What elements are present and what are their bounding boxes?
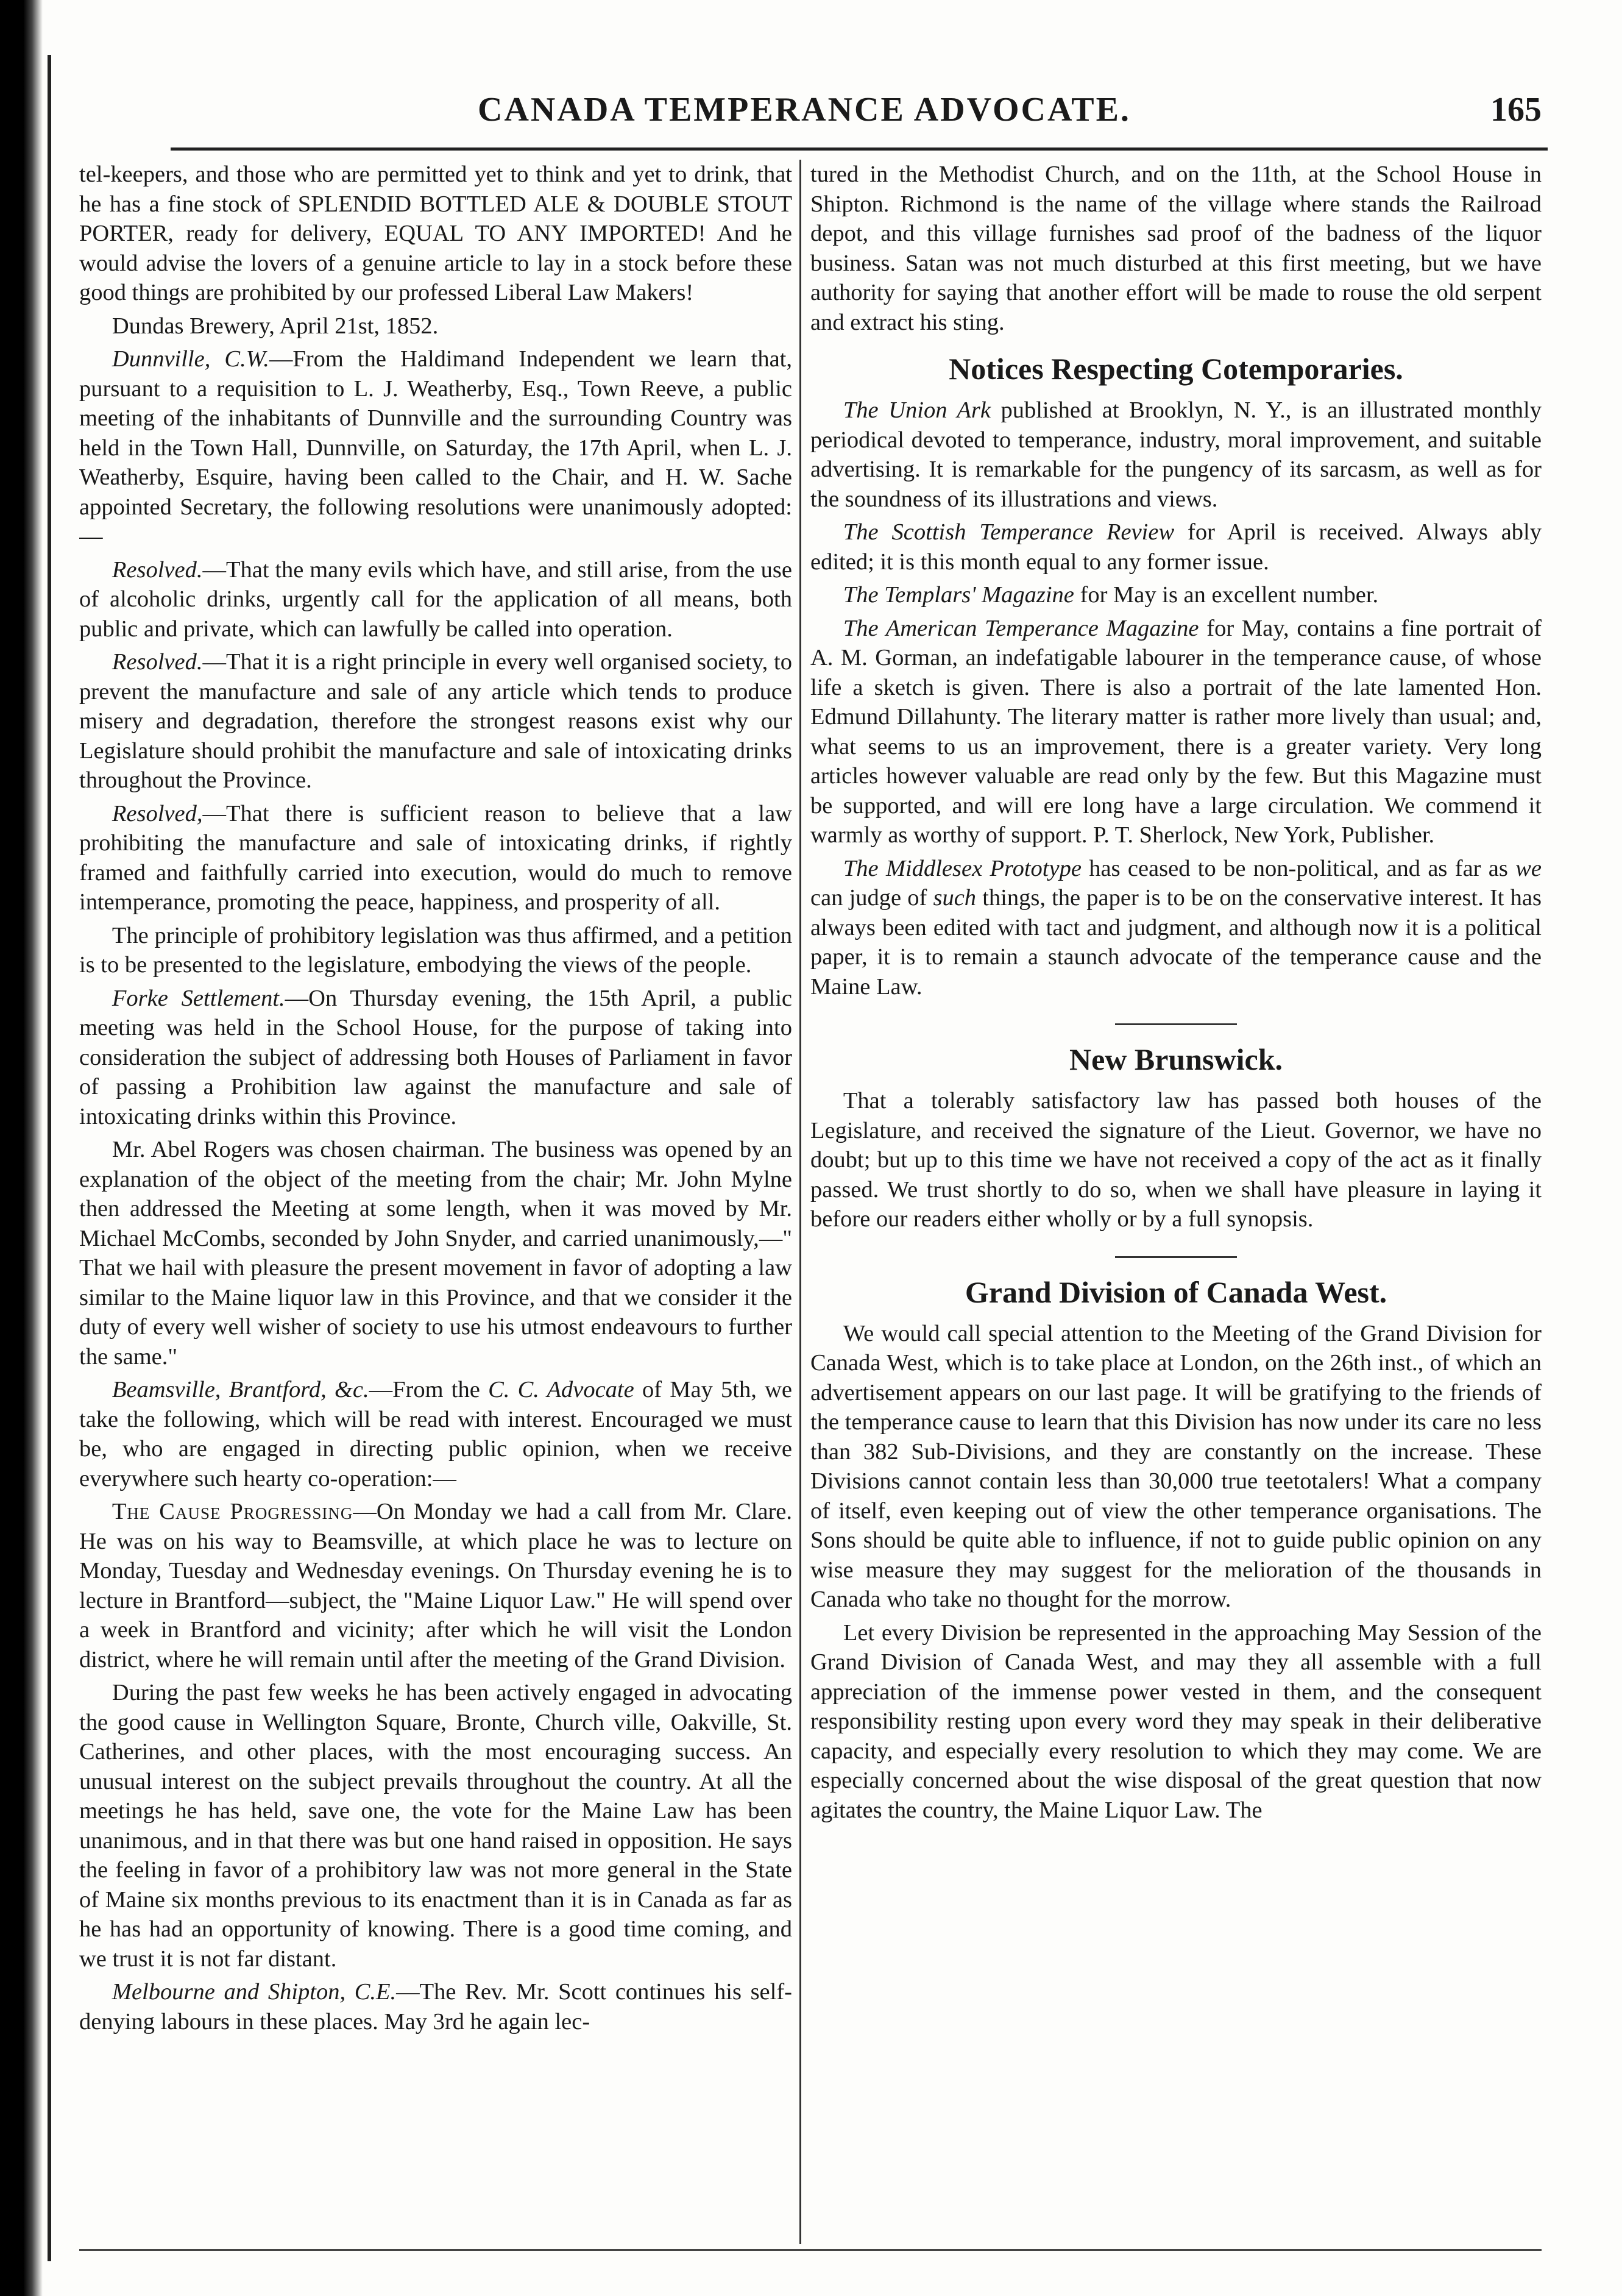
dunnville-article: Dunnville, C.W.—From the Haldimand Independent we learn that, pursuant to a requisition to L. J. Weatherby, Esq., Town Reeve, a public meeting of the inhabitants of Dunnville and the surrounding Country was held in the Town Hall, Dunnville, on Saturday, the 17th April, when L. J. Weatherby, Esquire, having been called to the Chair, and H. W. Sache appointed Secretary, the following resolutions were unanimously adopted:— bbox=[79, 346, 792, 549]
middlesex-notice: The Middlesex Prototype has ceased to be non-political, and as far as we can judge of such things, the paper is to be on the conservative interest. It has always been edited with tact and judgment, and although now it is a political paper, it is to remain a staunch advocate of the temperance cause and the Maine Law. bbox=[810, 855, 1542, 1000]
union-ark-notice: The Union Ark published at Brooklyn, N. Y., is an illustrated monthly periodical devoted to temperance, industry, moral improvement, and suitable advertising. It is remarkable for the pungency of its sarcasm, as well as for the soundness of its illustrations and views. bbox=[810, 397, 1542, 512]
new-brunswick-paragraph: That a tolerably satisfactory law has passed both houses of the Legislature, and received the signature of the Lieut. Governor, we have no doubt; but up to this time we have not received a copy of the act as it finally passed. We trust shortly to do so, when we shall have pleasure in laying it before our readers either wholly or by a full synopsis. bbox=[810, 1088, 1542, 1232]
running-head: CANADA TEMPERANCE ADVOCATE. bbox=[478, 91, 1131, 129]
american-magazine-notice: The American Temperance Magazine for May, contains a fine portrait of A. M. Gorman, an indefatigable labourer in the temperance cause, of whose life a sketch is given. There is also a portrait of the late lamented Hon. Edmund Dillahunty. The literary matter is rather more lively than usual; and, what seems to us an improvement, there is a greater variety. Very long articles however valuable are read only by the few. But this Magazine must be supported, and will ere long have a large circulation. We commend it warmly as worthy of support. P. T. Sherlock, New York, Publisher. bbox=[810, 615, 1542, 848]
left-column bbox=[79, 160, 792, 2244]
melbourne-continuation: tured in the Methodist Church, and on the 11th, at the School House in Shipton. Richmond is the name of the village where stands the Railroad depot, and this village furnishes sad proof of the badness of the liquor business. Satan was not much disturbed at this first meeting, but we have authority for saying that another effort will be made to rouse the old serpent and extract his sting. bbox=[810, 162, 1542, 335]
header-rule bbox=[171, 147, 1548, 151]
grand-division-paragraph-2: Let every Division be represented in the approaching May Session of the Grand Division of Canada West, and may they all assemble with a full appreciation of the immense power vested in them, and the consequent responsibility resting upon every word they may speak in their deliberative capacity, and especially every resolution to which they may come. We are especially concerned about the wise disposal of the great question that now agitates the country, the Maine Liquor Law. The bbox=[810, 1619, 1542, 1823]
scottish-review-notice: The Scottish Temperance Review for April is received. Always ably edited; it is this month equal to any former issue. bbox=[810, 519, 1542, 575]
forke-article: Forke Settlement.—On Thursday evening, the 15th April, a public meeting was held in the School House, for the purpose of taking into consideration the subject of addressing both Houses of Parliament in favor of passing a Prohibition law against the manufacture and sale of intoxicating drinks within this Province. bbox=[79, 985, 792, 1129]
column-divider bbox=[799, 160, 801, 2244]
new-brunswick-heading: New Brunswick. bbox=[1069, 1042, 1283, 1076]
rogers-paragraph: Mr. Abel Rogers was chosen chairman. The business was opened by an explanation of the object of the meeting from the chair; Mr. John Mylne then addressed the Meeting at some length, when it was moved by Mr. Michael McCombs, seconded by John Snyder, and carried unanimously,—" That we hail with pleasure the present movement in favor of adopting a law similar to the Maine liquor law in this Province, and that we consider it the duty of every well wisher of society to use his utmost endeavours to further the same." bbox=[79, 1137, 792, 1370]
grand-division-paragraph-1: We would call special attention to the Meeting of the Grand Division for Canada West, which is to take place at London, on the 26th inst., of which an advertisement appears on our last page. It will be gratifying to the friends of the temperance cause to learn that this Division has now under its care no less than 382 Sub-Divisions, and they are constantly on the increase. These Divisions cannot contain less than 30,000 true teetotalers! What a company of itself, even keeping out of view the other temperance organisations. The Sons should be quite able to influence, if not to guide public opinion on any wise measure they may suggest for the melioration of the thousands in Canada who take no thought for the morrow. bbox=[810, 1320, 1542, 1612]
notices-heading: Notices Respecting Cotemporaries. bbox=[949, 352, 1403, 386]
during-paragraph: During the past few weeks he has been actively engaged in advocating the good cause in Wellington Square, Bronte, Church ville, Oakville, St. Catherines, and other places, with the most encouraging success. An unusual interest on the subject prevails throughout the country. At all the meetings he has held, save one, the vote for the Maine Law has been unanimous, and in that there was but one hand raised in opposition. He says the feeling in favor of a prohibitory law was not more general in the State of Maine six months previous to its enactment than it is in Canada as far as he has had an opportunity of knowing. There is a good time coming, and we trust it is not far distant. bbox=[79, 1680, 792, 1972]
templars-notice: The Templars' Magazine for May is an excellent number. bbox=[843, 582, 1379, 608]
page-number: 165 bbox=[1490, 91, 1542, 129]
melbourne-article: Melbourne and Shipton, C.E.—The Rev. Mr. Scott continues his self-denying labours in these places. May 3rd he again lec- bbox=[79, 1979, 792, 2035]
brewery-advert: tel-keepers, and those who are permitted yet to think and yet to drink, that he has a fine stock of SPLENDID BOTTLED ALE & DOUBLE STOUT PORTER, ready for delivery, EQUAL TO ANY IMPORTED! And he would advise the lovers of a genuine article to lay in a stock before these good things are prohibited by our professed Liberal Law Makers! bbox=[79, 162, 792, 305]
bottom-rule bbox=[79, 2249, 1542, 2251]
right-column bbox=[810, 160, 1542, 2244]
resolution-3: Resolved,—That there is sufficient reason to believe that a law prohibiting the manufacture and sale of intoxicating drinks, if rightly framed and faithfully carried into execution, would do much to remove intemperance, promoting the peace, happiness, and prosperity of all. bbox=[79, 800, 792, 915]
principle-paragraph: The principle of prohibitory legislation was thus affirmed, and a petition is to be presented to the legislature, embodying the views of the people. bbox=[79, 922, 792, 978]
page-header bbox=[61, 85, 1548, 152]
section-rule bbox=[1115, 1023, 1237, 1025]
resolution-2: Resolved.—That it is a right principle in every well organised society, to prevent the manufacture and sale of any article which tends to produce misery and degradation, therefore the strongest reasons exist why our Legislature should prohibit the manufacture and sale of intoxicating drinks throughout the Province. bbox=[79, 649, 792, 793]
brewery-signature: Dundas Brewery, April 21st, 1852. bbox=[112, 313, 439, 339]
beamsville-article: Beamsville, Brantford, &c.—From the C. C. Advocate of May 5th, we take the following, which will be read with interest. Encouraged we must be, who are engaged in directing public opinion, when we receive everywhere such hearty co-operation:— bbox=[79, 1377, 792, 1491]
section-rule bbox=[1115, 1256, 1237, 1258]
resolution-1: Resolved.—That the many evils which have, and still arise, from the use of alcoholic drinks, urgently call for the application of all means, both public and private, which can lawfully be called into operation. bbox=[79, 556, 792, 642]
binding-shadow bbox=[0, 0, 43, 2296]
cause-progressing-paragraph: The Cause Progressing—On Monday we had a call from Mr. Clare. He was on his way to Beamsville, at which place he was to lecture on Monday, Tuesday and Wednesday evenings. On Thursday evening he is to lecture in Brantford—subject, the "Maine Liquor Law." He will spend over a week in Brantford and vicinity; after which he will visit the London district, where he will remain until after the meeting of the Grand Division. bbox=[79, 1499, 792, 1672]
grand-division-heading: Grand Division of Canada West. bbox=[965, 1274, 1387, 1309]
page-border-left bbox=[48, 55, 51, 2261]
